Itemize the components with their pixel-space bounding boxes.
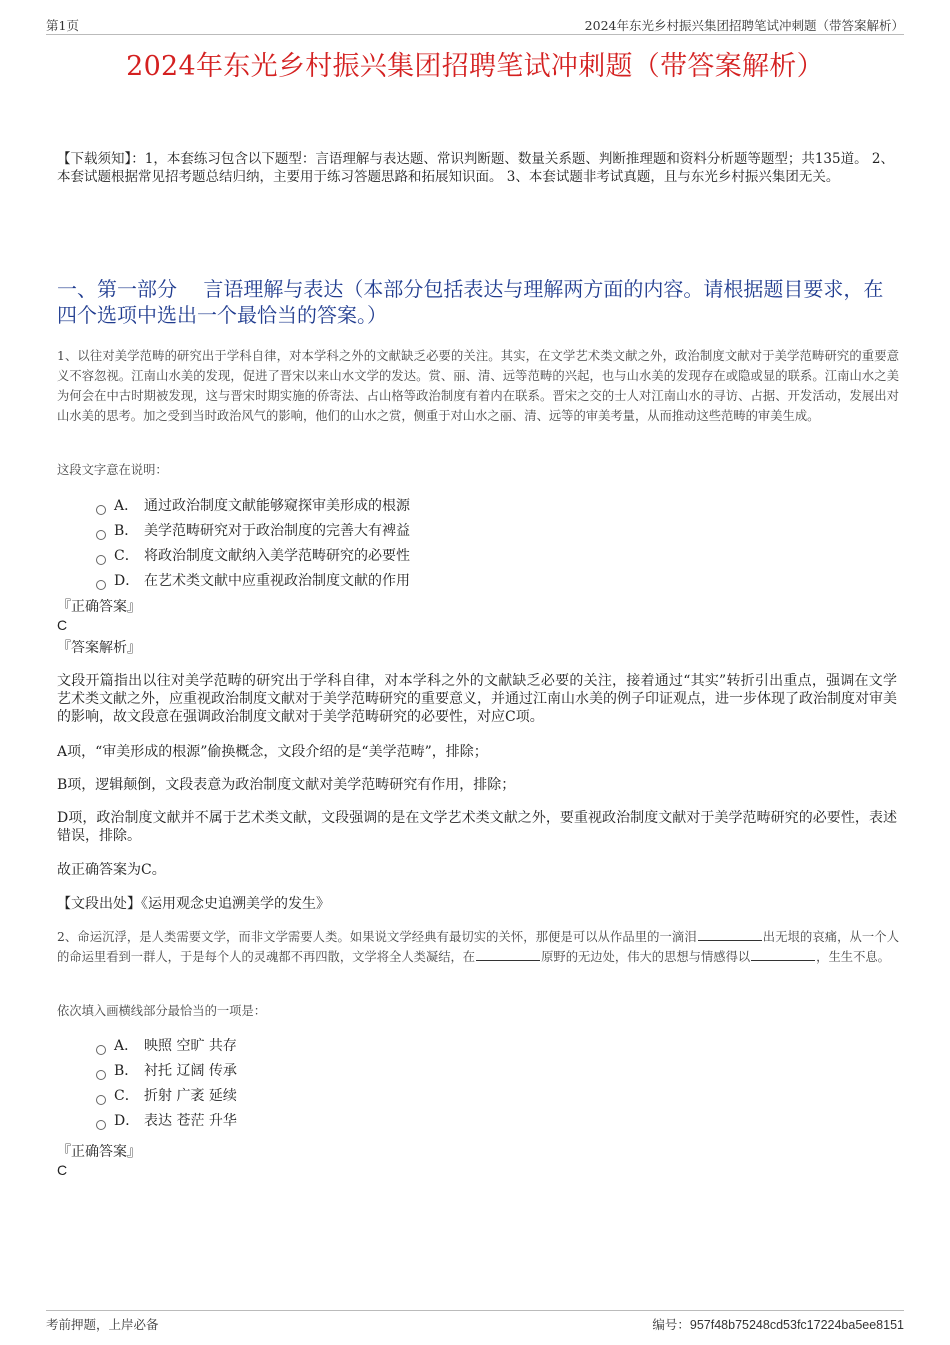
analysis-paragraph: 故正确答案为C。 (57, 862, 166, 878)
option-letter: A． (114, 498, 139, 514)
radio-icon[interactable] (96, 555, 106, 565)
document-title: 2024年东光乡村振兴集团招聘笔试冲刺题（带答案解析） (126, 51, 824, 82)
fill-blank (476, 948, 540, 961)
question-1-options (96, 494, 410, 594)
option-letter: A． (114, 1038, 139, 1054)
radio-icon[interactable] (96, 505, 106, 515)
footer-code (652, 1315, 904, 1333)
analysis-paragraph: 文段开篇指出以往对美学范畴的研究出于学科自律，对本学科之外的文献缺乏必要的关注，接着通过“其实”转折引出重点，强调在文学艺术类文献之外，应重视政治制度文献对于美学范畴研究的重要意义，并通过江南山水美的例子印证观点，进一步体现了政治制度对审美的影响，故文段意在强调政治制度文献对于美学范畴研究的必要性，对应C项。 (57, 673, 897, 725)
option-d[interactable] (96, 1109, 237, 1134)
question-2-text-part: ，生生不息。 (816, 950, 890, 964)
question-2-text-part: 原野的无边处，伟大的思想与情感得以 (541, 950, 751, 964)
radio-icon[interactable] (96, 530, 106, 540)
question-2-text-part: 出无垠的哀痛，从一个人的命运里看到一群人，于是每个人的灵魂都不再四散，文学将全人类凝结，在 (57, 930, 899, 964)
question-1-prompt: 这段文字意在说明： (57, 463, 168, 477)
question-2-text (57, 927, 899, 967)
passage-source: 【文段出处】《运用观念史追溯美学的发生》 (57, 896, 330, 912)
option-text: 将政治制度文献纳入美学范畴研究的必要性 (144, 548, 410, 564)
option-text: 通过政治制度文献能够窥探审美形成的根源 (144, 498, 410, 514)
option-c[interactable] (96, 1084, 237, 1109)
download-notice: 【下载须知】：1，本套练习包含以下题型：言语理解与表达题、常识判断题、数量关系题、判断推理题和资料分析题等题型；共135道。 2、本套试题根据常见招考题总结归纳，主要用于练习答题思路和拓展知识面。 3、本套试题非考试真题，且与东光乡村振兴集团无关。 (57, 151, 894, 185)
radio-icon[interactable] (96, 580, 106, 590)
page-footer (46, 1310, 904, 1331)
radio-icon[interactable] (96, 1070, 106, 1080)
option-text: 折射 广袤 延续 (144, 1088, 237, 1104)
analysis-paragraph: B项，逻辑颠倒，文段表意为政治制度文献对美学范畴研究有作用，排除； (57, 777, 516, 793)
footer-code-label: 编号： (652, 1317, 690, 1332)
footer-slogan: 考前押题，上岸必备 (46, 1317, 159, 1332)
radio-icon[interactable] (96, 1120, 106, 1130)
radio-icon[interactable] (96, 1095, 106, 1105)
option-d[interactable] (96, 569, 410, 594)
option-c[interactable] (96, 544, 410, 569)
option-a[interactable] (96, 494, 410, 519)
header-doc-title: 2024年东光乡村振兴集团招聘笔试冲刺题（带答案解析） (584, 18, 904, 33)
option-letter: C． (114, 1088, 139, 1104)
answer-value: C (57, 617, 68, 633)
option-letter: B． (114, 523, 139, 539)
question-2-text-part: 2、命运沉浮，是人类需要文学，而非文学需要人类。如果说文学经典有最切实的关怀，那便是可以从作品里的一滴泪 (57, 930, 697, 944)
option-b[interactable] (96, 1059, 237, 1084)
option-text: 美学范畴研究对于政治制度的完善大有裨益 (144, 523, 410, 539)
analysis-paragraph: D项，政治制度文献并不属于艺术类文献，文段强调的是在文学艺术类文献之外，要重视政治制度文献对于美学范畴研究的必要性，表述错误，排除。 (57, 810, 897, 844)
question-1-text: 1、以往对美学范畴的研究出于学科自律，对本学科之外的文献缺乏必要的关注。其实，在文学艺术类文献之外，政治制度文献对于美学范畴研究的重要意义不容忽视。江南山水美的发现，促进了晋宋以来山水文学的发达。赏、丽、清、远等范畴的兴起，也与山水美的发现存在或隐或显的联系。江南山水之美为何会在中古时期被发现，这与晋宋时期实施的侨寄法、占山格等政治制度有着内在联系。晋宋之交的士人对江南山水的寻访、占据、开发活动，发展出对山水美的思考。加之受到当时政治风气的影响，他们的山水之赏，侧重于对山水之丽、清、远等的审美考量，从而推动这些范畴的审美生成。 (57, 349, 899, 423)
analysis-paragraph: A项，“审美形成的根源”偷换概念，文段介绍的是“美学范畴”，排除； (57, 744, 488, 760)
answer-label: 『正确答案』 (57, 599, 141, 615)
option-text: 映照 空旷 共存 (144, 1038, 237, 1054)
option-text: 衬托 辽阔 传承 (144, 1063, 237, 1079)
option-a[interactable] (96, 1034, 237, 1059)
option-letter: C． (114, 548, 139, 564)
footer-code-value: 957f48b75248cd53fc17224ba5ee8151 (689, 1318, 904, 1332)
answer-value: C (57, 1162, 68, 1178)
option-letter: B． (114, 1063, 139, 1079)
analysis-label: 『答案解析』 (57, 640, 141, 656)
question-2-options (96, 1034, 237, 1134)
option-letter: D． (114, 1113, 140, 1129)
fill-blank (698, 928, 762, 941)
question-2-prompt: 依次填入画横线部分最恰当的一项是： (57, 1004, 267, 1018)
section-heading: 一、第一部分 言语理解与表达（本部分包括表达与理解两方面的内容。请根据题目要求，在四个选项中选出一个最恰当的答案。） (57, 277, 884, 327)
option-text: 表达 苍茫 升华 (144, 1113, 237, 1129)
option-b[interactable] (96, 519, 410, 544)
option-text: 在艺术类文献中应重视政治制度文献的作用 (144, 573, 410, 589)
radio-icon[interactable] (96, 1045, 106, 1055)
page-header (46, 14, 904, 35)
option-letter: D． (114, 573, 140, 589)
answer-label: 『正确答案』 (57, 1144, 141, 1160)
fill-blank (751, 948, 815, 961)
page-number: 第1页 (46, 18, 79, 33)
